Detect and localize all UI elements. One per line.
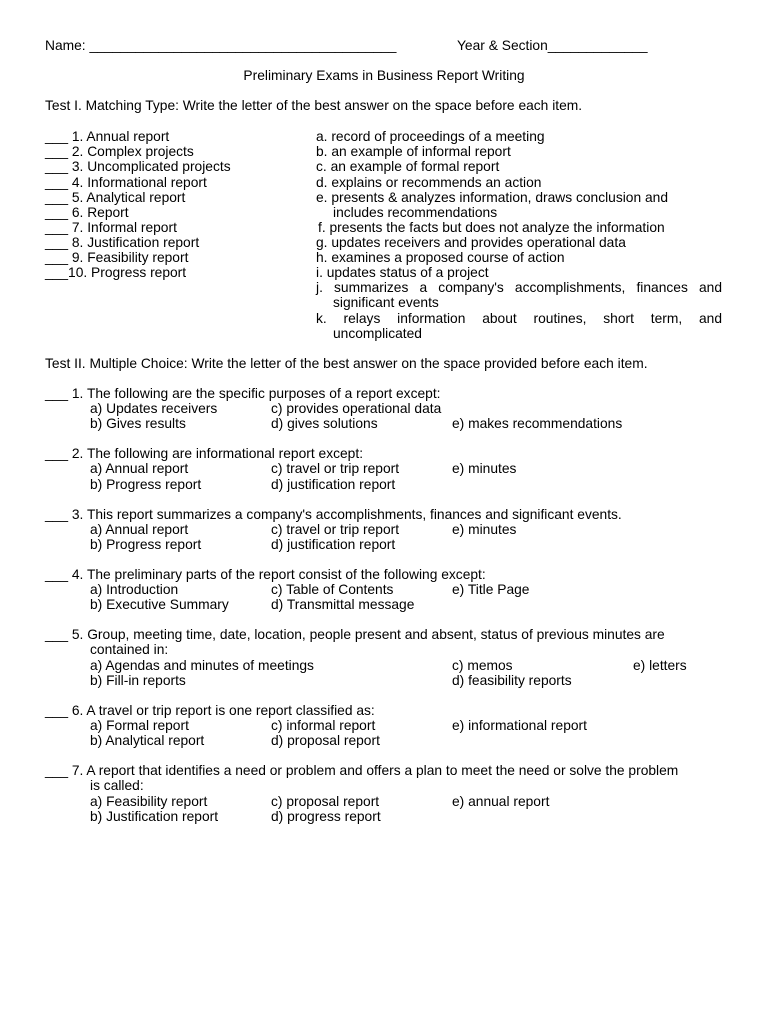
test1-answer: h. examines a proposed course of action: [316, 250, 565, 265]
question-stem: ___ 1. The following are the specific purposes of a report except:: [45, 386, 441, 401]
test1-instruction: Test I. Matching Type: Write the letter of the best answer on the space before each item.: [45, 98, 583, 113]
question-stem-continued: is called:: [90, 778, 144, 793]
choice: d) Transmittal message: [271, 597, 415, 612]
test1-answer-continued: includes recommendations: [333, 205, 498, 220]
test2-instruction: Test II. Multiple Choice: Write the letter of the best answer on the space provided before each item.: [45, 356, 648, 371]
answer-j-line: [316, 280, 722, 295]
choice: b) Fill-in reports: [90, 673, 186, 688]
test1-answer-continued: uncomplicated: [333, 326, 422, 341]
question-stem: ___ 6. A travel or trip report is one report classified as:: [45, 703, 375, 718]
test1-answer: [316, 311, 722, 326]
answer-j-text: j. summarizes a company's accomplishments, finances and: [316, 280, 722, 295]
test1-item: ___10. Progress report: [45, 265, 187, 280]
choice: e) informational report: [452, 718, 587, 733]
choice: e) annual report: [452, 794, 550, 809]
choice: e) makes recommendations: [452, 416, 623, 431]
question-stem-continued: contained in:: [90, 642, 169, 657]
choice: a) Agendas and minutes of meetings: [90, 658, 314, 673]
choice: d) gives solutions: [271, 416, 378, 431]
test1-item: ___ 3. Uncomplicated projects: [45, 159, 231, 174]
choice: d) proposal report: [271, 733, 380, 748]
test1-answer: g. updates receivers and provides operational data: [316, 235, 626, 250]
choice: e) letters: [633, 658, 687, 673]
name-field-label: Name: ________________________________________: [45, 38, 397, 53]
exam-title: Preliminary Exams in Business Report Writing: [243, 68, 525, 83]
test1-item: ___ 5. Analytical report: [45, 190, 186, 205]
choice: c) Table of Contents: [271, 582, 394, 597]
test1-answer-continued: significant events: [333, 295, 439, 310]
question-stem: ___ 2. The following are informational report except:: [45, 446, 364, 461]
test1-item: ___ 9. Feasibility report: [45, 250, 189, 265]
test1-item: ___ 6. Report: [45, 205, 129, 220]
question-stem: ___ 3. This report summarizes a company's accomplishments, finances and significant events.: [45, 507, 622, 522]
choice: c) informal report: [271, 718, 376, 733]
choice: b) Gives results: [90, 416, 186, 431]
test1-answer: f. presents the facts but does not analyze the information: [318, 220, 665, 235]
choice: a) Introduction: [90, 582, 179, 597]
choice: c) memos: [452, 658, 513, 673]
choice: a) Updates receivers: [90, 401, 218, 416]
year-section-field-label: Year & Section_____________: [457, 38, 648, 53]
answer-k-text: k. relays information about routines, short term, and: [316, 311, 722, 326]
choice: e) minutes: [452, 461, 517, 476]
choice: e) minutes: [452, 522, 517, 537]
choice: e) Title Page: [452, 582, 530, 597]
choice: b) Justification report: [90, 809, 219, 824]
test1-item: ___ 8. Justification report: [45, 235, 200, 250]
choice: d) justification report: [271, 477, 396, 492]
test1-answer: i. updates status of a project: [316, 265, 489, 280]
test1-item: ___ 2. Complex projects: [45, 144, 194, 159]
answer-k-line: [316, 311, 722, 326]
choice: c) travel or trip report: [271, 522, 400, 537]
choice: a) Feasibility report: [90, 794, 208, 809]
choice: b) Analytical report: [90, 733, 205, 748]
question-stem: ___ 4. The preliminary parts of the report consist of the following except:: [45, 567, 486, 582]
test1-item: ___ 7. Informal report: [45, 220, 177, 235]
question-stem: ___ 7. A report that identifies a need or problem and offers a plan to meet the need or solve the problem: [45, 763, 679, 778]
test1-answer: a. record of proceedings of a meeting: [316, 129, 545, 144]
choice: c) travel or trip report: [271, 461, 400, 476]
test1-answer: e. presents & analyzes information, draws conclusion and: [316, 190, 669, 205]
choice: d) justification report: [271, 537, 396, 552]
choice: c) provides operational data: [271, 401, 442, 416]
test1-answer: c. an example of formal report: [316, 159, 500, 174]
test1-item: ___ 4. Informational report: [45, 175, 207, 190]
choice: b) Progress report: [90, 537, 202, 552]
test1-item: ___ 1. Annual report: [45, 129, 170, 144]
choice: d) feasibility reports: [452, 673, 572, 688]
choice: c) proposal report: [271, 794, 380, 809]
choice: b) Executive Summary: [90, 597, 229, 612]
test1-answer: [316, 280, 722, 295]
choice: d) progress report: [271, 809, 381, 824]
choice: a) Formal report: [90, 718, 189, 733]
test1-answer: d. explains or recommends an action: [316, 175, 542, 190]
test1-answer: b. an example of informal report: [316, 144, 511, 159]
choice: b) Progress report: [90, 477, 202, 492]
choice: a) Annual report: [90, 522, 189, 537]
question-stem: ___ 5. Group, meeting time, date, location, people present and absent, status of previous minutes are: [45, 627, 665, 642]
choice: a) Annual report: [90, 461, 189, 476]
